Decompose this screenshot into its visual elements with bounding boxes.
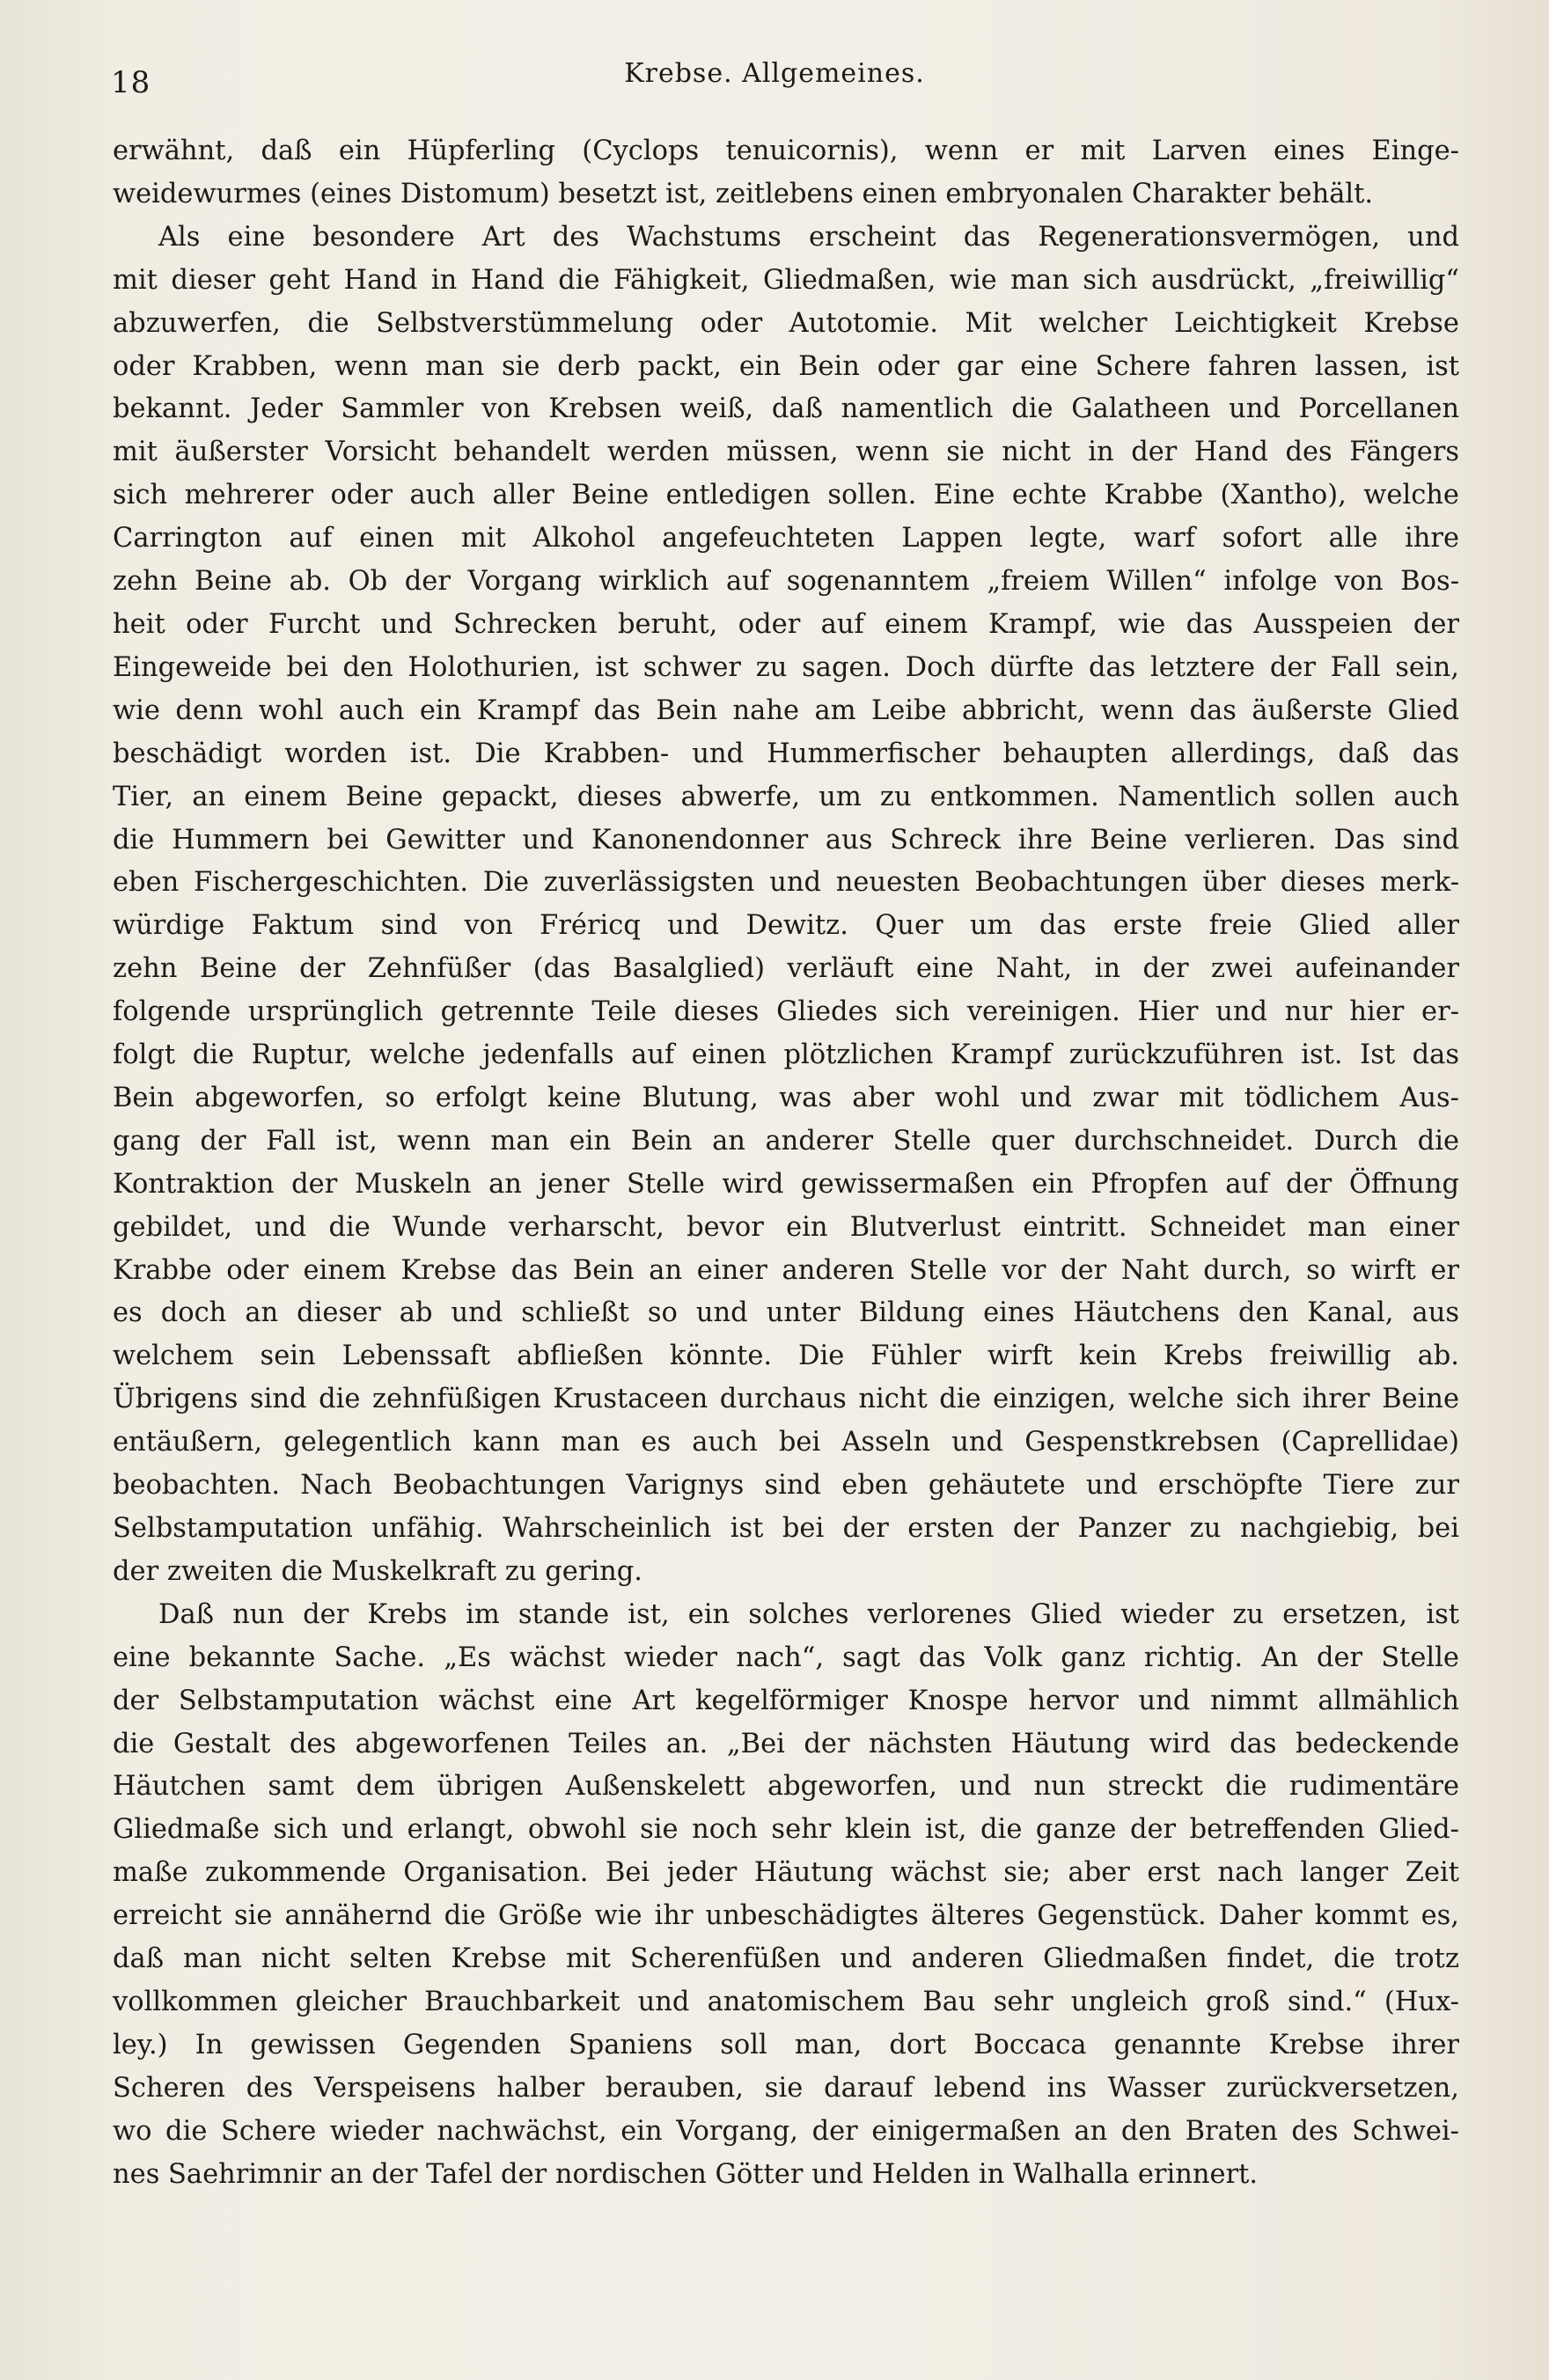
text-line: oder Krabben, wenn man sie derb packt, ein Bein oder gar eine Schere fahren lassen, ist <box>113 350 1459 382</box>
body-text <box>113 130 1459 2197</box>
paragraph <box>113 1594 1459 2197</box>
text-line: Selbstamputation unfähig. Wahrscheinlich ist bei der ersten der Panzer zu nachgiebig, bei <box>113 1513 1459 1544</box>
text-line: würdige Faktum sind von Fréricq und Dewitz. Quer um das erste freie Glied aller <box>113 910 1459 942</box>
text-line: zehn Beine ab. Ob der Vorgang wirklich auf sogenanntem „freiem Willen“ infolge von Bos- <box>113 566 1459 598</box>
text-line: es doch an dieser ab und schließt so und unter Bildung eines Häutchens den Kanal, aus <box>113 1297 1459 1329</box>
text-line: gang der Fall ist, wenn man ein Bein an anderer Stelle quer durchschneidet. Durch die <box>113 1125 1459 1157</box>
text-line: Daß nun der Krebs im stande ist, ein solches verlorenes Glied wieder zu ersetzen, ist <box>158 1598 1459 1630</box>
text-line: nes Saehrimnir an der Tafel der nordischen Götter und Helden in Walhalla erinnert. <box>113 2158 1259 2190</box>
text-line: Eingeweide bei den Holothurien, ist schwer zu sagen. Doch dürfte das letztere der Fall sein, <box>113 651 1459 683</box>
text-line: Übrigens sind die zehnfüßigen Krustaceen durchaus nicht die einzigen, welche sich ihrer Beine <box>113 1384 1459 1415</box>
text-line: weidewurmes (eines Distomum) besetzt ist, zeitlebens einen embryonalen Charakter behält. <box>113 178 1374 209</box>
text-line: der Selbstamputation wächst eine Art kegelförmiger Knospe hervor und nimmt allmählich <box>113 1685 1459 1716</box>
text-line: abzuwerfen, die Selbstverstümmelung oder Autotomie. Mit welcher Leichtigkeit Krebse <box>113 307 1459 339</box>
text-line: gebildet, und die Wunde verharscht, bevor ein Blutverlust eintritt. Schneidet man einer <box>113 1211 1459 1243</box>
running-head: Krebse. Allgemeines. <box>624 58 925 89</box>
text-line: Tier, an einem Beine gepackt, dieses abwerfe, um zu entkommen. Namentlich sollen auch <box>113 781 1459 812</box>
text-line: folgende ursprünglich getrennte Teile dieses Gliedes sich vereinigen. Hier und nur hier er- <box>113 996 1459 1028</box>
text-line: eine bekannte Sache. „Es wächst wieder nach“, sagt das Volk ganz richtig. An der Stelle <box>113 1642 1459 1673</box>
text-line: beschädigt worden ist. Die Krabben- und Hummerfischer behaupten allerdings, daß das <box>113 738 1459 769</box>
text-line: die Hummern bei Gewitter und Kanonendonner aus Schreck ihre Beine verlieren. Das sind <box>113 824 1459 856</box>
text-line: wie denn wohl auch ein Krampf das Bein nahe am Leibe abbricht, wenn das äußerste Glied <box>113 694 1459 726</box>
text-line: bekannt. Jeder Sammler von Krebsen weiß, daß namentlich die Galatheen und Porcellanen <box>113 393 1459 425</box>
text-line: wo die Schere wieder nachwächst, ein Vorgang, der einigermaßen an den Braten des Schwei- <box>113 2115 1459 2147</box>
text-line: Bein abgeworfen, so erfolgt keine Blutung, was aber wohl und zwar mit tödlichem Aus- <box>113 1082 1459 1113</box>
text-line: zehn Beine der Zehnfüßer (das Basalglied) verläuft eine Naht, in der zwei aufeinander <box>113 953 1459 985</box>
text-line: vollkommen gleicher Brauchbarkeit und anatomischem Bau sehr ungleich groß sind.“ (Hux- <box>113 1986 1459 2017</box>
text-line: entäußern, gelegentlich kann man es auch bei Asseln und Gespenstkrebsen (Caprellidae) <box>113 1427 1459 1458</box>
paragraph <box>113 130 1459 217</box>
text-line: welchem sein Lebenssaft abfließen könnte. Die Fühler wirft kein Krebs freiwillig ab. <box>113 1341 1459 1372</box>
text-line: Häutchen samt dem übrigen Außenskelett abgeworfen, und nun streckt die rudimentäre <box>113 1771 1459 1803</box>
text-line: heit oder Furcht und Schrecken beruht, oder auf einem Krampf, wie das Ausspeien der <box>113 608 1459 640</box>
text-line: folgt die Ruptur, welche jedenfalls auf einen plötzlichen Krampf zurückzuführen ist. Ist das <box>113 1039 1459 1071</box>
text-line: sich mehrerer oder auch aller Beine entledigen sollen. Eine echte Krabbe (Xantho), welche <box>113 480 1459 511</box>
text-line: die Gestalt des abgeworfenen Teiles an. „Bei der nächsten Häutung wird das bedeckende <box>113 1728 1459 1759</box>
text-line: Scheren des Verspeisens halber berauben, sie darauf lebend ins Wasser zurückversetzen, <box>113 2072 1459 2104</box>
text-line: Krabbe oder einem Krebse das Bein an einer anderen Stelle vor der Naht durch, so wirft er <box>113 1254 1459 1286</box>
text-line: eben Fischergeschichten. Die zuverlässigsten und neuesten Beobachtungen über dieses merk- <box>113 867 1459 899</box>
text-line: maße zukommende Organisation. Bei jeder Häutung wächst sie; aber erst nach langer Zeit <box>113 1857 1459 1889</box>
page-number: 18 <box>111 65 151 100</box>
text-line: Kontraktion der Muskeln an jener Stelle wird gewissermaßen ein Pfropfen auf der Öffnung <box>113 1168 1459 1200</box>
text-line: Als eine besondere Art des Wachstums erscheint das Regenerationsvermögen, und <box>158 221 1459 253</box>
text-line: ley.) In gewissen Gegenden Spaniens soll man, dort Boccaca genannte Krebse ihrer <box>113 2029 1459 2060</box>
text-line: mit dieser geht Hand in Hand die Fähigkeit, Gliedmaßen, wie man sich ausdrückt, „freiwillig“ <box>113 264 1459 296</box>
text-line: beobachten. Nach Beobachtungen Varignys sind eben gehäutete und erschöpfte Tiere zur <box>113 1470 1459 1502</box>
text-line: Carrington auf einen mit Alkohol angefeuchteten Lappen legte, warf sofort alle ihre <box>113 523 1459 555</box>
text-line: daß man nicht selten Krebse mit Scherenfüßen und anderen Gliedmaßen findet, die trotz <box>113 1943 1459 1975</box>
text-line: mit äußerster Vorsicht behandelt werden müssen, wenn sie nicht in der Hand des Fängers <box>113 437 1459 468</box>
text-line: erreicht sie annähernd die Größe wie ihr unbeschädigtes älteres Gegenstück. Daher kommt es, <box>113 1900 1459 1932</box>
text-line: erwähnt, daß ein Hüpferling (Cyclops tenuicornis), wenn er mit Larven eines Einge- <box>113 136 1459 166</box>
paragraph <box>113 217 1459 1594</box>
text-line: Gliedmaße sich und erlangt, obwohl sie noch sehr klein ist, die ganze der betreffenden Glied- <box>113 1814 1459 1846</box>
text-line: der zweiten die Muskelkraft zu gering. <box>113 1555 642 1587</box>
